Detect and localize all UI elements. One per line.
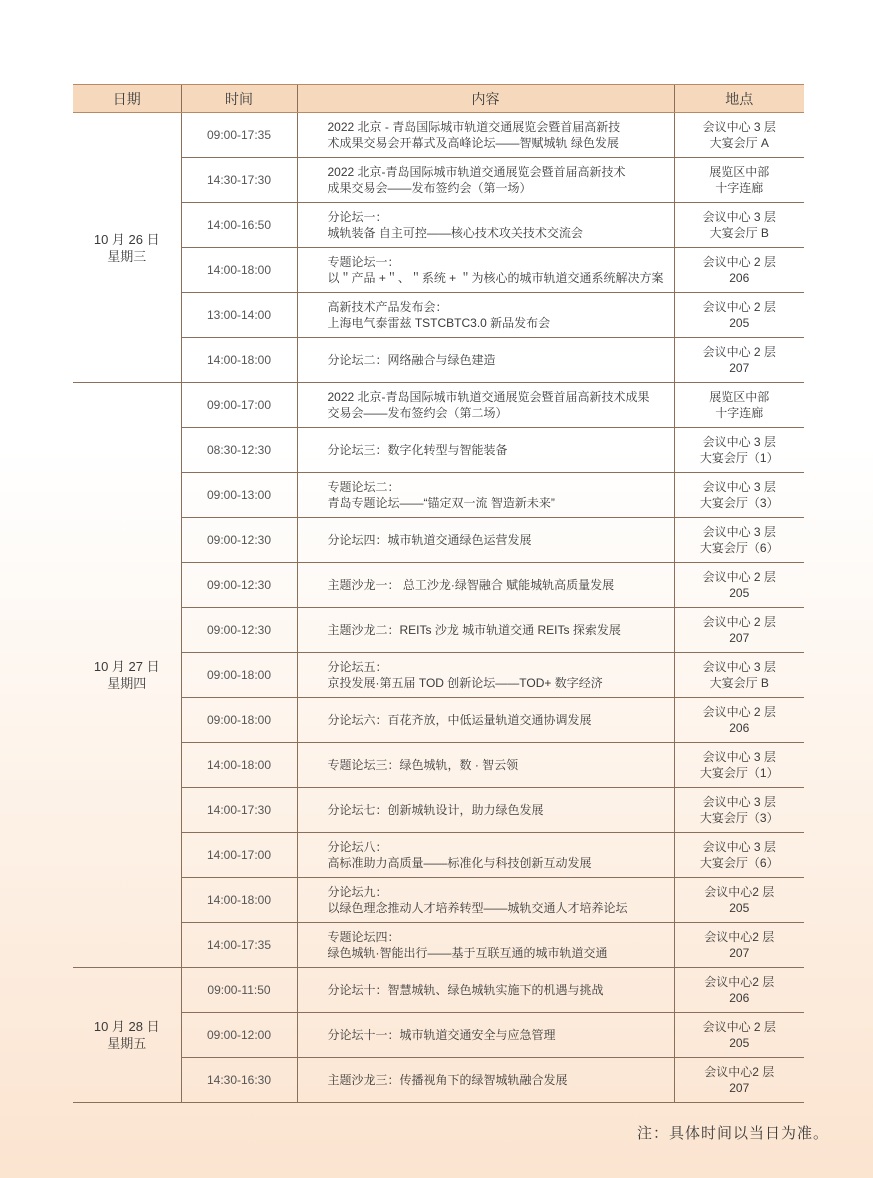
venue-line: 会议中心2 层: [704, 975, 775, 989]
venue-cell: [674, 833, 804, 878]
venue-cell: [674, 698, 804, 743]
venue-line: 206: [729, 271, 750, 285]
venue-line: 会议中心 3 层: [702, 525, 776, 539]
venue-cell: [674, 653, 804, 698]
content-cell: [297, 968, 674, 1013]
venue-line: 会议中心 2 层: [702, 255, 776, 269]
table-row: [73, 968, 804, 1013]
table-row: [73, 1013, 804, 1058]
venue-line: 会议中心 3 层: [702, 750, 776, 764]
time-cell: 13:00-14:00: [181, 293, 297, 338]
time-cell: 14:00-18:00: [181, 248, 297, 293]
table-row: [73, 653, 804, 698]
venue-cell: [674, 113, 804, 158]
content-cell: [297, 338, 674, 383]
venue-line: 会议中心 2 层: [702, 345, 776, 359]
content-cell: [297, 1013, 674, 1058]
content-line: 成果交易会——发布签约会（第一场）: [327, 181, 532, 195]
venue-cell: [674, 788, 804, 833]
venue-line: 207: [729, 631, 750, 645]
header-time: 时间: [181, 85, 297, 113]
content-cell: [297, 248, 674, 293]
content-line: 分论坛四：城市轨道交通绿色运营发展: [327, 533, 532, 547]
time-cell: 09:00-18:00: [181, 698, 297, 743]
content-line: 京投发展·第五届 TOD 创新论坛——TOD+ 数字经济: [327, 676, 603, 690]
content-line: 以绿色理念推动人才培养转型——城轨交通人才培养论坛: [327, 901, 628, 915]
time-cell: 14:00-18:00: [181, 878, 297, 923]
table-row: [73, 293, 804, 338]
time-cell: 09:00-17:00: [181, 383, 297, 428]
content-cell: [297, 293, 674, 338]
time-cell: 14:00-16:50: [181, 203, 297, 248]
header-venue: 地点: [674, 85, 804, 113]
content-line: 专题论坛三：绿色城轨，数 · 智云领: [327, 758, 519, 772]
date-cell: [73, 113, 181, 383]
venue-line: 会议中心 2 层: [702, 705, 776, 719]
venue-line: 会议中心 2 层: [702, 570, 776, 584]
venue-line: 会议中心 3 层: [702, 480, 776, 494]
venue-line: 206: [729, 991, 750, 1005]
content-line: 高标准助力高质量——标准化与科技创新互动发展: [327, 856, 592, 870]
venue-line: 大宴会厅 A: [709, 136, 769, 150]
content-line: 术成果交易会开幕式及高峰论坛——智赋城轨 绿色发展: [327, 136, 619, 150]
table-row: [73, 518, 804, 563]
venue-line: 205: [729, 901, 750, 915]
venue-cell: [674, 158, 804, 203]
venue-line: 十字连廊: [715, 181, 764, 195]
schedule-body: [73, 113, 804, 1103]
venue-line: 会议中心2 层: [704, 885, 775, 899]
table-row: [73, 383, 804, 428]
weekday-label: 星期四: [107, 676, 147, 691]
content-line: 分论坛八：: [327, 840, 388, 854]
content-line: 青岛专题论坛——“锚定双一流 智造新未来”: [327, 496, 555, 510]
content-line: 以＂产品 +＂、＂系统 + ＂为核心的城市轨道交通系统解决方案: [327, 271, 664, 285]
content-cell: [297, 788, 674, 833]
time-cell: 09:00-12:30: [181, 563, 297, 608]
time-cell: 09:00-12:30: [181, 608, 297, 653]
content-line: 分论坛十一：城市轨道交通安全与应急管理: [327, 1028, 556, 1042]
content-cell: [297, 383, 674, 428]
venue-cell: [674, 878, 804, 923]
table-row: [73, 923, 804, 968]
venue-line: 205: [729, 586, 750, 600]
table-row: [73, 833, 804, 878]
date-label: 10 月 28 日: [93, 1019, 160, 1034]
content-cell: [297, 428, 674, 473]
time-cell: 09:00-12:00: [181, 1013, 297, 1058]
venue-line: 205: [729, 316, 750, 330]
content-cell: [297, 518, 674, 563]
content-cell: [297, 878, 674, 923]
venue-cell: [674, 203, 804, 248]
venue-line: 大宴会厅 B: [709, 226, 769, 240]
venue-line: 会议中心 3 层: [702, 660, 776, 674]
table-row: [73, 203, 804, 248]
table-row: [73, 428, 804, 473]
header-date: 日期: [73, 85, 181, 113]
time-cell: 14:30-16:30: [181, 1058, 297, 1103]
venue-line: 大宴会厅（3）: [699, 811, 779, 825]
content-line: 主题沙龙一： 总工沙龙·绿智融合 赋能城轨高质量发展: [327, 578, 615, 592]
venue-line: 会议中心 2 层: [702, 300, 776, 314]
venue-line: 展览区中部: [709, 165, 770, 179]
content-line: 主题沙龙三：传播视角下的绿智城轨融合发展: [327, 1073, 568, 1087]
content-cell: [297, 158, 674, 203]
table-row: [73, 113, 804, 158]
venue-line: 207: [729, 361, 750, 375]
time-cell: 14:00-17:00: [181, 833, 297, 878]
content-cell: [297, 1058, 674, 1103]
schedule-table: [73, 84, 804, 1103]
content-line: 高新技术产品发布会：: [327, 300, 448, 314]
content-cell: [297, 608, 674, 653]
content-line: 分论坛二：网络融合与绿色建造: [327, 353, 496, 367]
content-line: 2022 北京-青岛国际城市轨道交通展览会暨首届高新技术: [327, 165, 626, 179]
content-line: 分论坛七：创新城轨设计，助力绿色发展: [327, 803, 544, 817]
content-cell: [297, 113, 674, 158]
content-line: 分论坛九：: [327, 885, 388, 899]
weekday-label: 星期五: [107, 1036, 147, 1051]
content-cell: [297, 743, 674, 788]
content-line: 分论坛十：智慧城轨、绿色城轨实施下的机遇与挑战: [327, 983, 604, 997]
venue-line: 展览区中部: [709, 390, 770, 404]
venue-line: 大宴会厅（6）: [699, 541, 779, 555]
time-cell: 09:00-18:00: [181, 653, 297, 698]
venue-cell: [674, 518, 804, 563]
content-line: 上海电气泰雷兹 TSTCBTC3.0 新品发布会: [327, 316, 551, 330]
table-row: [73, 698, 804, 743]
table-row: [73, 338, 804, 383]
time-cell: 14:30-17:30: [181, 158, 297, 203]
content-line: 绿色城轨·智能出行——基于互联互通的城市轨道交通: [327, 946, 608, 960]
venue-line: 大宴会厅（1）: [699, 451, 779, 465]
content-line: 专题论坛一：: [327, 255, 400, 269]
content-cell: [297, 473, 674, 518]
venue-line: 206: [729, 721, 750, 735]
time-cell: 09:00-13:00: [181, 473, 297, 518]
venue-line: 十字连廊: [715, 406, 764, 420]
content-cell: [297, 563, 674, 608]
header-content: 内容: [297, 85, 674, 113]
content-cell: [297, 833, 674, 878]
time-cell: 14:00-17:30: [181, 788, 297, 833]
content-cell: [297, 698, 674, 743]
venue-line: 会议中心 3 层: [702, 435, 776, 449]
table-row: [73, 563, 804, 608]
table-row: [73, 1058, 804, 1103]
venue-line: 会议中心2 层: [704, 930, 775, 944]
venue-cell: [674, 608, 804, 653]
venue-cell: [674, 923, 804, 968]
date-label: 10 月 27 日: [93, 659, 160, 674]
venue-line: 会议中心2 层: [704, 1065, 775, 1079]
venue-cell: [674, 293, 804, 338]
content-cell: [297, 923, 674, 968]
content-line: 分论坛一：: [327, 210, 388, 224]
venue-line: 大宴会厅（1）: [699, 766, 779, 780]
venue-line: 会议中心 3 层: [702, 795, 776, 809]
venue-line: 大宴会厅 B: [709, 676, 769, 690]
venue-cell: [674, 1058, 804, 1103]
time-cell: 14:00-18:00: [181, 338, 297, 383]
content-line: 专题论坛四：: [327, 930, 400, 944]
venue-cell: [674, 743, 804, 788]
venue-line: 会议中心 2 层: [702, 1020, 776, 1034]
footnote: 注：具体时间以当日为准。: [636, 1125, 829, 1142]
venue-line: 207: [729, 946, 750, 960]
table-row: [73, 608, 804, 653]
header-row: [73, 85, 804, 113]
content-line: 城轨装备 自主可控——核心技术攻关技术交流会: [327, 226, 583, 240]
venue-cell: [674, 563, 804, 608]
content-cell: [297, 203, 674, 248]
content-line: 2022 北京 - 青岛国际城市轨道交通展览会暨首届高新技: [327, 120, 621, 134]
date-label: 10 月 26 日: [93, 231, 160, 247]
time-cell: 08:30-12:30: [181, 428, 297, 473]
table-row: [73, 878, 804, 923]
venue-cell: [674, 473, 804, 518]
content-line: 分论坛五：: [327, 660, 388, 674]
venue-cell: [674, 248, 804, 293]
venue-line: 大宴会厅（6）: [699, 856, 779, 870]
venue-cell: [674, 383, 804, 428]
table-row: [73, 788, 804, 833]
content-line: 分论坛六：百花齐放，中低运量轨道交通协调发展: [327, 713, 592, 727]
content-line: 交易会——发布签约会（第二场）: [327, 406, 508, 420]
table-row: [73, 248, 804, 293]
content-line: 专题论坛二：: [327, 480, 400, 494]
venue-cell: [674, 338, 804, 383]
venue-line: 会议中心 3 层: [702, 840, 776, 854]
time-cell: 09:00-17:35: [181, 113, 297, 158]
venue-line: 会议中心 3 层: [702, 210, 776, 224]
venue-line: 会议中心 2 层: [702, 615, 776, 629]
time-cell: 09:00-12:30: [181, 518, 297, 563]
content-cell: [297, 653, 674, 698]
content-line: 2022 北京-青岛国际城市轨道交通展览会暨首届高新技术成果: [327, 390, 650, 404]
venue-cell: [674, 428, 804, 473]
venue-cell: [674, 968, 804, 1013]
date-cell: [73, 968, 181, 1103]
venue-line: 205: [729, 1036, 750, 1050]
time-cell: 14:00-17:35: [181, 923, 297, 968]
table-row: [73, 743, 804, 788]
content-line: 分论坛三：数字化转型与智能装备: [327, 443, 508, 457]
venue-cell: [674, 1013, 804, 1058]
venue-line: 会议中心 3 层: [702, 120, 776, 134]
content-line: 主题沙龙二：REITs 沙龙 城市轨道交通 REITs 探索发展: [327, 623, 621, 637]
table-row: [73, 158, 804, 203]
date-cell: [73, 383, 181, 968]
time-cell: 14:00-18:00: [181, 743, 297, 788]
table-row: [73, 473, 804, 518]
venue-line: 207: [729, 1081, 750, 1095]
weekday-label: 星期三: [107, 248, 147, 264]
time-cell: 09:00-11:50: [181, 968, 297, 1013]
venue-line: 大宴会厅（3）: [699, 496, 779, 510]
